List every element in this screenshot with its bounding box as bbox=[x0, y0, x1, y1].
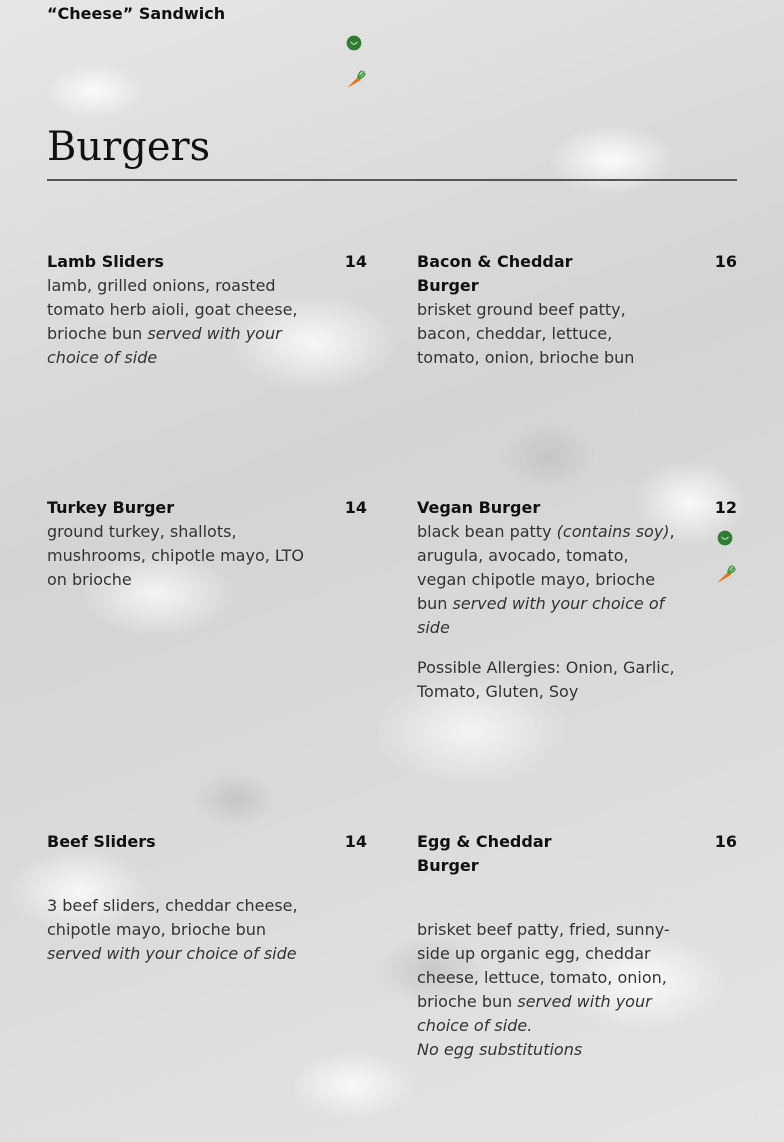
carrot-icon bbox=[714, 563, 736, 585]
desc-text: black bean patty bbox=[417, 522, 557, 541]
section-title: Burgers bbox=[47, 124, 211, 170]
item-name-egg-cheddar-burger bbox=[417, 830, 617, 878]
item-name-line-1: Bacon & Cheddar bbox=[417, 252, 573, 271]
desc-note: served with your choice of side bbox=[47, 324, 282, 367]
desc-note-2: No egg substitutions bbox=[417, 1040, 583, 1059]
item-desc-vegan-burger bbox=[417, 520, 683, 640]
item-name-lamb-sliders: Lamb Sliders bbox=[47, 252, 164, 271]
item-desc-lamb-sliders bbox=[47, 274, 309, 370]
item-name-beef-sliders: Beef Sliders bbox=[47, 832, 156, 851]
item-allergies-vegan-burger: Possible Allergies: Onion, Garlic, Tomato, Gluten, Soy bbox=[417, 658, 675, 701]
item-name-bacon-cheddar-burger bbox=[417, 250, 617, 298]
item-desc-turkey-burger: ground turkey, shallots, mushrooms, chipotle mayo, LTO on brioche bbox=[47, 522, 304, 589]
desc-text-2: , arugula, avocado, tomato, vegan chipotle mayo, brioche bun bbox=[417, 522, 675, 613]
item-name-turkey-burger: Turkey Burger bbox=[47, 498, 175, 517]
section-divider bbox=[47, 179, 737, 181]
desc-text: 3 beef sliders, cheddar cheese, chipotle mayo, brioche bun bbox=[47, 896, 298, 939]
vegan-leaf-icon bbox=[716, 529, 734, 547]
item-price-egg-cheddar-burger: 16 bbox=[714, 832, 737, 851]
desc-text: brisket beef patty, fried, sunny-side up organic egg, cheddar cheese, lettuce, tomato, onion, brioche bun bbox=[417, 920, 670, 1011]
item-price-vegan-burger: 12 bbox=[714, 498, 737, 517]
item-name-line-2: Burger bbox=[417, 856, 479, 875]
item-desc-bacon-cheddar-burger: brisket ground beef patty, bacon, cheddar, lettuce, tomato, onion, brioche bun bbox=[417, 300, 635, 367]
carrot-icon bbox=[344, 68, 366, 90]
desc-text: lamb, grilled onions, roasted tomato herb aioli, goat cheese, brioche bun bbox=[47, 276, 298, 343]
item-name-line-1: Egg & Cheddar bbox=[417, 832, 552, 851]
desc-note: served with your choice of side. bbox=[417, 992, 652, 1035]
item-name-line-2: Burger bbox=[417, 276, 479, 295]
item-price-beef-sliders: 14 bbox=[344, 832, 367, 851]
item-price-turkey-burger: 14 bbox=[344, 498, 367, 517]
desc-note: served with your choice of side bbox=[47, 944, 297, 963]
item-name-cheese-sandwich: “Cheese” Sandwich bbox=[47, 4, 226, 23]
item-desc-beef-sliders bbox=[47, 894, 309, 966]
item-desc-egg-cheddar-burger bbox=[417, 918, 679, 1062]
desc-soy-note: (contains soy) bbox=[556, 522, 670, 541]
desc-note: served with your choice of side bbox=[417, 594, 665, 637]
vegan-leaf-icon bbox=[345, 34, 363, 52]
item-price-bacon-cheddar-burger: 16 bbox=[714, 252, 737, 271]
item-name-vegan-burger: Vegan Burger bbox=[417, 498, 541, 517]
item-price-lamb-sliders: 14 bbox=[344, 252, 367, 271]
